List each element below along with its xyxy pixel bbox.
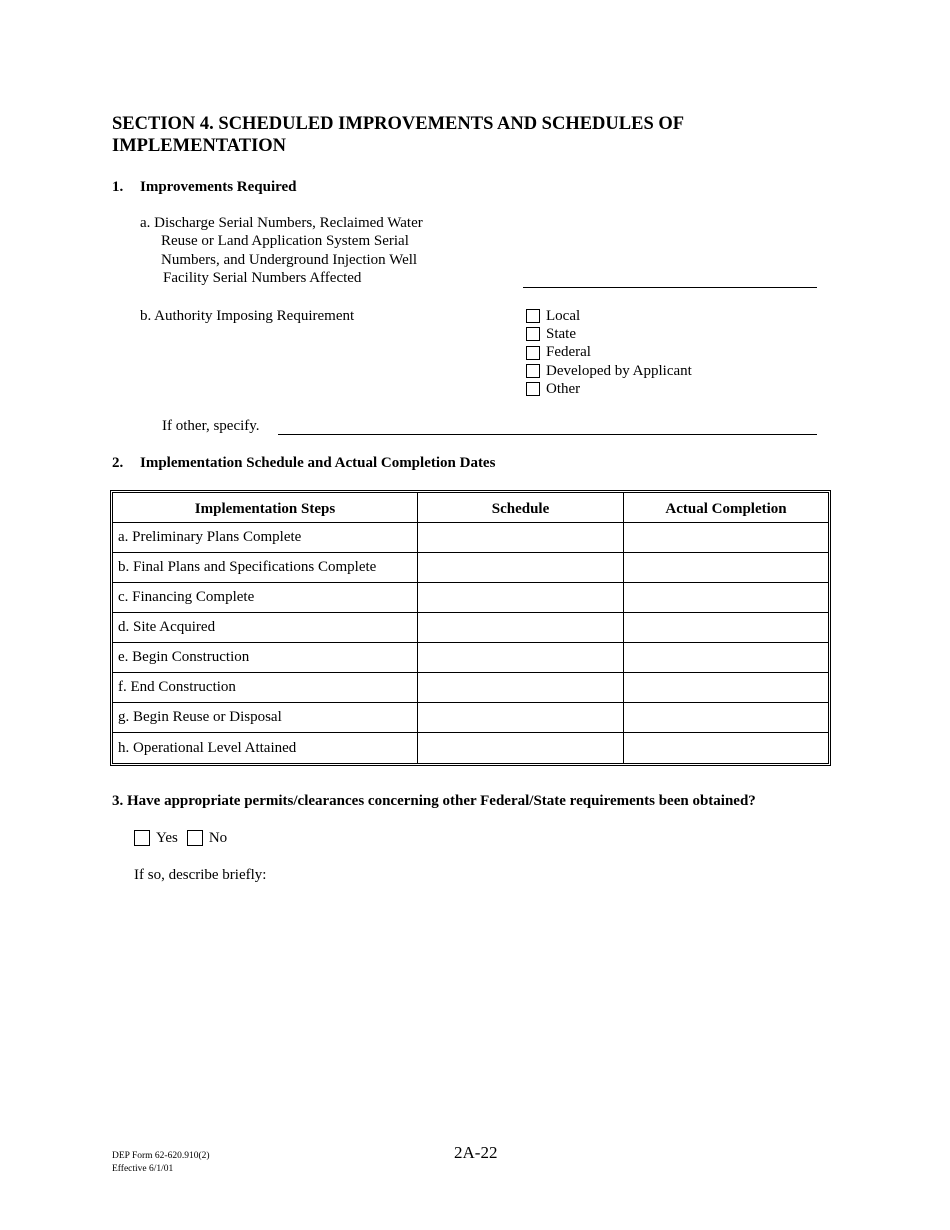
- option-federal[interactable]: [526, 344, 692, 362]
- schedule-cell[interactable]: [418, 613, 624, 643]
- column-header: Implementation Steps: [113, 493, 418, 523]
- q2-heading: Implementation Schedule and Actual Completion Dates: [140, 455, 496, 471]
- table-row: [113, 523, 828, 553]
- table-row: [113, 733, 828, 763]
- checkbox[interactable]: [187, 830, 203, 846]
- section-title-line1: SECTION 4. SCHEDULED IMPROVEMENTS AND SCHEDULES OF: [112, 114, 685, 134]
- section-title: [112, 113, 684, 157]
- schedule-cell[interactable]: [418, 673, 624, 703]
- effective-date: Effective 6/1/01: [112, 1163, 174, 1174]
- form-info: [112, 1150, 210, 1175]
- actual-completion-cell[interactable]: [624, 553, 828, 583]
- table-row: [113, 583, 828, 613]
- q1-heading: Improvements Required: [140, 179, 297, 195]
- table-row: [113, 703, 828, 733]
- section-title-line2: IMPLEMENTATION: [112, 136, 287, 156]
- option-label: Federal: [546, 344, 591, 361]
- schedule-cell[interactable]: [418, 553, 624, 583]
- option-label: Local: [546, 307, 581, 324]
- yes-no-options: [134, 829, 227, 847]
- step-label: h. Operational Level Attained: [113, 733, 418, 763]
- table-header-row: [113, 493, 828, 523]
- checkbox[interactable]: [526, 346, 540, 360]
- option-other[interactable]: [526, 380, 692, 398]
- checkbox[interactable]: [526, 309, 540, 323]
- actual-completion-cell[interactable]: [624, 703, 828, 733]
- q1b-label: b. Authority Imposing Requirement: [140, 308, 355, 324]
- page-number: 2A-22: [454, 1143, 498, 1162]
- option-developed-by-applicant[interactable]: [526, 362, 692, 380]
- table-row: [113, 553, 828, 583]
- option-no[interactable]: [187, 829, 227, 847]
- actual-completion-cell[interactable]: [624, 643, 828, 673]
- q1a-line1: a. Discharge Serial Numbers, Reclaimed Water: [140, 215, 423, 231]
- step-label: c. Financing Complete: [113, 583, 418, 613]
- form-number: DEP Form 62-620.910(2): [112, 1151, 210, 1161]
- schedule-cell[interactable]: [418, 643, 624, 673]
- option-state[interactable]: [526, 325, 692, 343]
- q1a-answer-line[interactable]: [523, 287, 817, 288]
- q3-question: 3. Have appropriate permits/clearances concerning other Federal/State requirements been obtained?: [112, 793, 756, 809]
- option-label: Other: [546, 380, 581, 397]
- step-label: e. Begin Construction: [113, 643, 418, 673]
- actual-completion-cell[interactable]: [624, 583, 828, 613]
- schedule-cell[interactable]: [418, 583, 624, 613]
- implementation-table: [110, 490, 831, 766]
- q1a-line2: Reuse or Land Application System Serial: [161, 233, 409, 250]
- other-specify-label: If other, specify.: [162, 418, 260, 434]
- q2-number: 2.: [112, 455, 124, 471]
- other-specify-line[interactable]: [278, 434, 817, 435]
- describe-label: If so, describe briefly:: [134, 867, 267, 883]
- checkbox[interactable]: [526, 327, 540, 341]
- table-row: [113, 613, 828, 643]
- schedule-cell[interactable]: [418, 733, 624, 763]
- actual-completion-cell[interactable]: [624, 613, 828, 643]
- option-label: Developed by Applicant: [546, 362, 692, 379]
- schedule-cell[interactable]: [418, 523, 624, 553]
- q1a-line3: Numbers, and Underground Injection Well: [161, 251, 418, 268]
- step-label: d. Site Acquired: [113, 613, 418, 643]
- step-label: b. Final Plans and Specifications Complete: [113, 553, 418, 583]
- q1-number: 1.: [112, 179, 124, 195]
- schedule-cell[interactable]: [418, 703, 624, 733]
- table-row: [113, 643, 828, 673]
- column-header: Actual Completion: [624, 493, 828, 523]
- option-label: No: [208, 829, 228, 846]
- option-yes[interactable]: [134, 829, 178, 847]
- q1a-label: [140, 214, 423, 287]
- option-label: State: [546, 325, 576, 342]
- step-label: f. End Construction: [113, 673, 418, 703]
- option-local[interactable]: [526, 307, 692, 325]
- checkbox[interactable]: [526, 382, 540, 396]
- step-label: a. Preliminary Plans Complete: [113, 523, 418, 553]
- checkbox[interactable]: [134, 830, 150, 846]
- column-header: Schedule: [418, 493, 624, 523]
- actual-completion-cell[interactable]: [624, 523, 828, 553]
- q1a-line4: Facility Serial Numbers Affected: [163, 269, 362, 286]
- step-label: g. Begin Reuse or Disposal: [113, 703, 418, 733]
- checkbox[interactable]: [526, 364, 540, 378]
- option-label: Yes: [156, 829, 178, 846]
- table-row: [113, 673, 828, 703]
- actual-completion-cell[interactable]: [624, 733, 828, 763]
- authority-options: [526, 307, 692, 398]
- actual-completion-cell[interactable]: [624, 673, 828, 703]
